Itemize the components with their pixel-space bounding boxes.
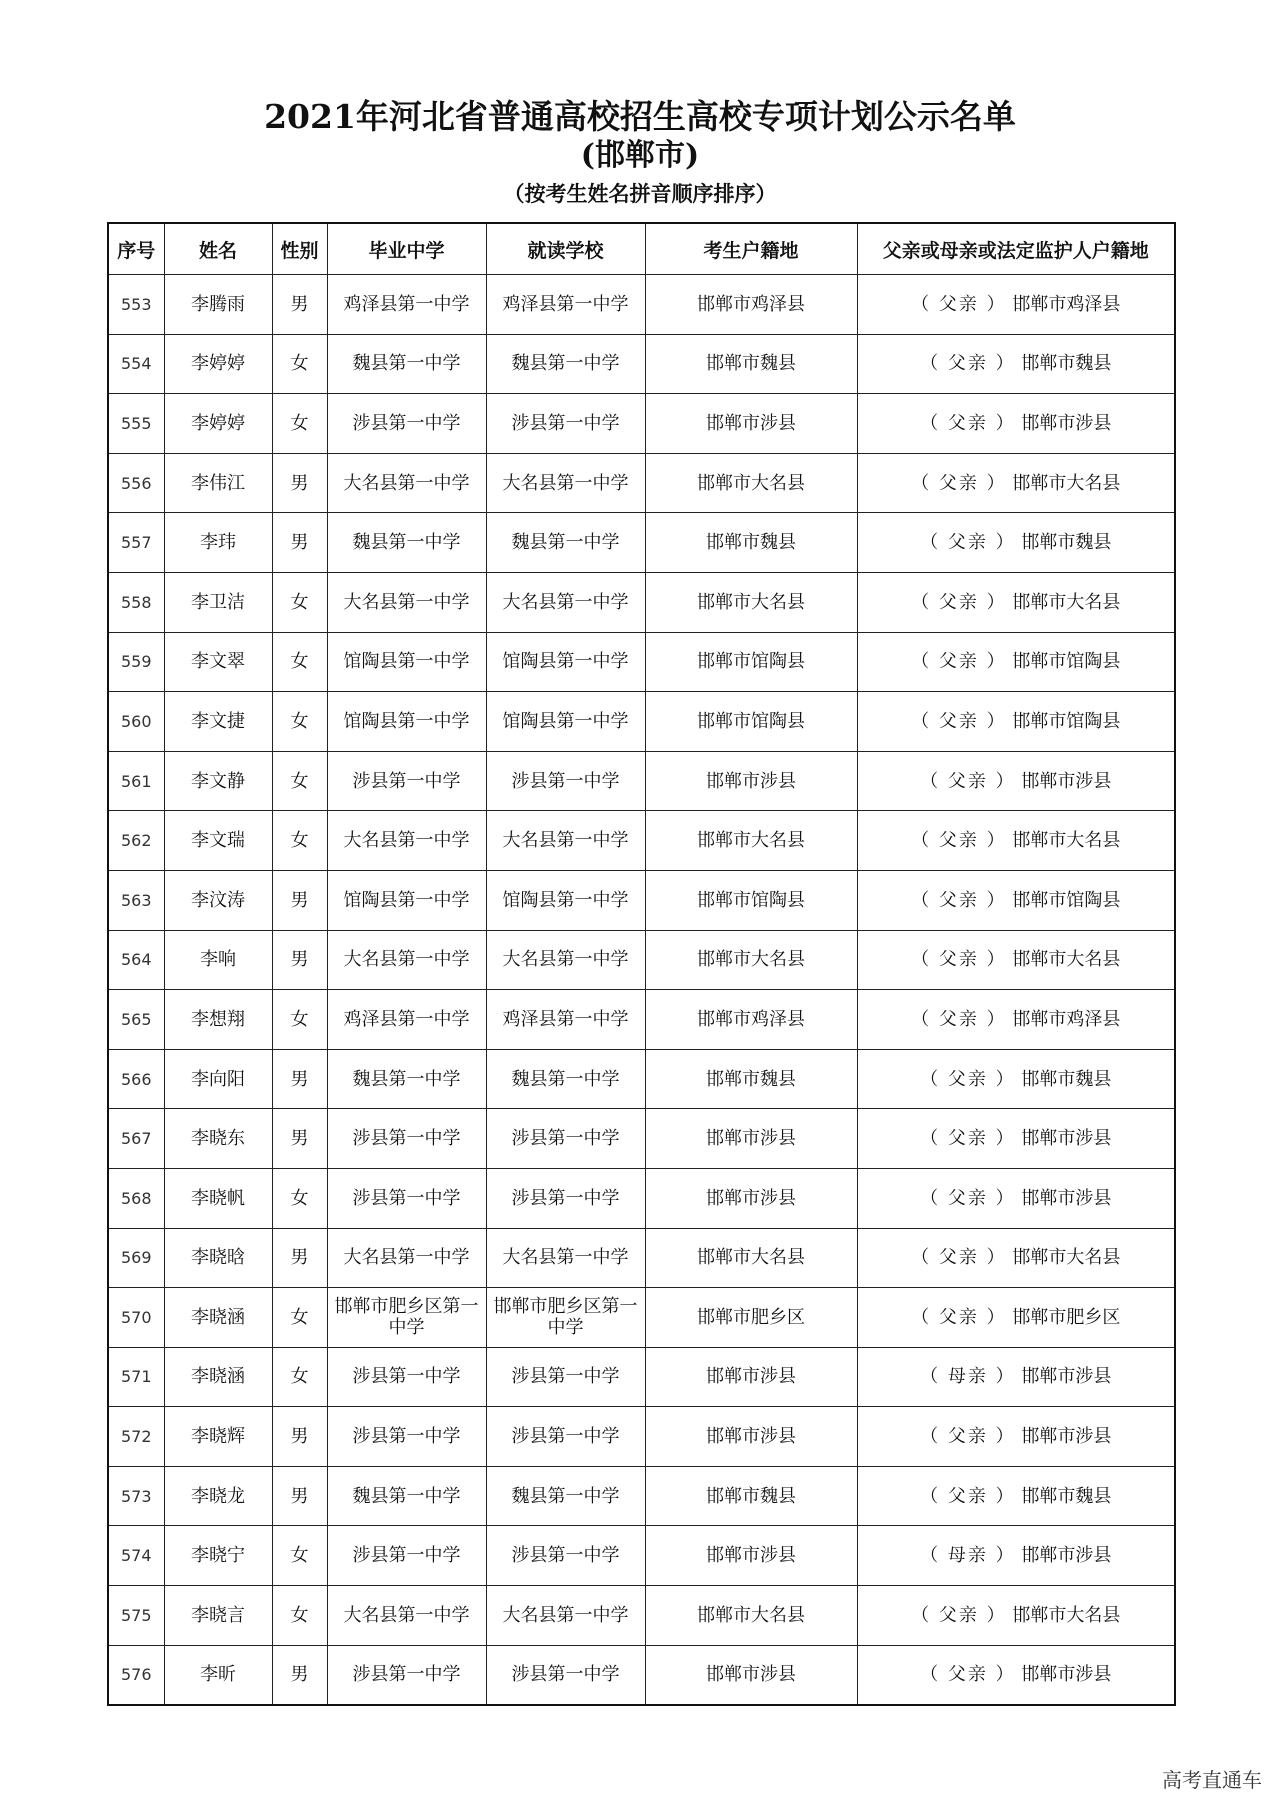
cell-gender: 男 xyxy=(272,1228,327,1288)
cell-gender: 女 xyxy=(272,990,327,1050)
parent-relation: （ 父亲 ） xyxy=(920,353,1016,375)
cell-school: 涉县第一中学 xyxy=(486,1526,645,1586)
cell-school: 鸡泽县第一中学 xyxy=(486,275,645,335)
table-row xyxy=(108,453,1175,513)
cell-school: 魏县第一中学 xyxy=(486,513,645,573)
header-hukou: 考生户籍地 xyxy=(645,223,857,275)
cell-name: 李晓涵 xyxy=(164,1347,272,1407)
cell-grad-school: 涉县第一中学 xyxy=(327,1109,486,1169)
cell-school: 涉县第一中学 xyxy=(486,1168,645,1228)
cell-no: 575 xyxy=(108,1586,164,1646)
cell-school: 鸡泽县第一中学 xyxy=(486,990,645,1050)
cell-hukou: 邯郸市涉县 xyxy=(645,751,857,811)
cell-grad-school: 涉县第一中学 xyxy=(327,1407,486,1467)
watermark: 高考直通车 xyxy=(1162,1768,1262,1792)
cell-parent-hukou xyxy=(857,334,1175,394)
cell-no: 557 xyxy=(108,513,164,573)
table-row xyxy=(108,1168,1175,1228)
parent-hukou-value: 邯郸市涉县 xyxy=(1021,1426,1112,1448)
cell-parent-hukou xyxy=(857,751,1175,811)
cell-grad-school: 大名县第一中学 xyxy=(327,930,486,990)
cell-gender: 男 xyxy=(272,870,327,930)
parent-hukou-value: 邯郸市魏县 xyxy=(1021,1068,1112,1090)
cell-name: 李晓东 xyxy=(164,1109,272,1169)
cell-grad-school: 馆陶县第一中学 xyxy=(327,632,486,692)
cell-name: 李文静 xyxy=(164,751,272,811)
cell-hukou: 邯郸市大名县 xyxy=(645,453,857,513)
cell-school: 馆陶县第一中学 xyxy=(486,870,645,930)
cell-parent-hukou xyxy=(857,1168,1175,1228)
table-row xyxy=(108,275,1175,335)
cell-name: 李卫洁 xyxy=(164,572,272,632)
cell-parent-hukou xyxy=(857,692,1175,752)
cell-no: 554 xyxy=(108,334,164,394)
cell-gender: 女 xyxy=(272,572,327,632)
cell-gender: 女 xyxy=(272,1168,327,1228)
cell-name: 李向阳 xyxy=(164,1049,272,1109)
cell-school: 魏县第一中学 xyxy=(486,1466,645,1526)
cell-no: 562 xyxy=(108,811,164,871)
cell-grad-school: 邯郸市肥乡区第一中学 xyxy=(327,1288,486,1348)
cell-parent-hukou xyxy=(857,930,1175,990)
parent-relation: （ 父亲 ） xyxy=(911,889,1007,911)
cell-hukou: 邯郸市魏县 xyxy=(645,334,857,394)
parent-hukou-value: 邯郸市馆陶县 xyxy=(1012,710,1121,732)
cell-parent-hukou xyxy=(857,1526,1175,1586)
cell-gender: 男 xyxy=(272,1645,327,1705)
parent-relation: （ 父亲 ） xyxy=(920,1426,1016,1448)
parent-relation: （ 父亲 ） xyxy=(911,830,1007,852)
cell-grad-school: 涉县第一中学 xyxy=(327,751,486,811)
cell-gender: 男 xyxy=(272,1049,327,1109)
cell-school: 邯郸市肥乡区第一中学 xyxy=(486,1288,645,1348)
cell-name: 李文捷 xyxy=(164,692,272,752)
parent-relation: （ 父亲 ） xyxy=(911,949,1007,971)
cell-no: 561 xyxy=(108,751,164,811)
cell-school: 涉县第一中学 xyxy=(486,751,645,811)
parent-relation: （ 父亲 ） xyxy=(920,532,1016,554)
cell-gender: 男 xyxy=(272,275,327,335)
cell-hukou: 邯郸市魏县 xyxy=(645,1049,857,1109)
cell-hukou: 邯郸市鸡泽县 xyxy=(645,990,857,1050)
parent-hukou-value: 邯郸市涉县 xyxy=(1021,412,1112,434)
cell-grad-school: 大名县第一中学 xyxy=(327,811,486,871)
cell-name: 李晓晗 xyxy=(164,1228,272,1288)
table-row xyxy=(108,811,1175,871)
cell-grad-school: 大名县第一中学 xyxy=(327,453,486,513)
cell-name: 李腾雨 xyxy=(164,275,272,335)
parent-hukou-value: 邯郸市涉县 xyxy=(1021,770,1112,792)
cell-hukou: 邯郸市涉县 xyxy=(645,394,857,454)
cell-school: 大名县第一中学 xyxy=(486,453,645,513)
cell-no: 558 xyxy=(108,572,164,632)
cell-name: 李汶涛 xyxy=(164,870,272,930)
parent-hukou-value: 邯郸市大名县 xyxy=(1012,1247,1121,1269)
cell-gender: 女 xyxy=(272,1288,327,1348)
cell-no: 559 xyxy=(108,632,164,692)
roster-table xyxy=(107,222,1176,1706)
cell-no: 571 xyxy=(108,1347,164,1407)
table-body xyxy=(108,275,1175,1706)
cell-grad-school: 涉县第一中学 xyxy=(327,1347,486,1407)
cell-no: 576 xyxy=(108,1645,164,1705)
table-row xyxy=(108,990,1175,1050)
cell-gender: 男 xyxy=(272,1407,327,1467)
parent-hukou-value: 邯郸市魏县 xyxy=(1021,1485,1112,1507)
cell-name: 李晓龙 xyxy=(164,1466,272,1526)
cell-no: 574 xyxy=(108,1526,164,1586)
cell-grad-school: 魏县第一中学 xyxy=(327,334,486,394)
cell-no: 566 xyxy=(108,1049,164,1109)
cell-school: 涉县第一中学 xyxy=(486,1645,645,1705)
cell-hukou: 邯郸市大名县 xyxy=(645,1228,857,1288)
cell-grad-school: 鸡泽县第一中学 xyxy=(327,990,486,1050)
cell-no: 570 xyxy=(108,1288,164,1348)
parent-hukou-value: 邯郸市肥乡区 xyxy=(1012,1306,1121,1328)
cell-grad-school: 大名县第一中学 xyxy=(327,1228,486,1288)
cell-hukou: 邯郸市大名县 xyxy=(645,811,857,871)
table-row xyxy=(108,513,1175,573)
parent-relation: （ 父亲 ） xyxy=(911,1604,1007,1626)
parent-relation: （ 父亲 ） xyxy=(911,1008,1007,1030)
cell-school: 魏县第一中学 xyxy=(486,334,645,394)
parent-relation: （ 父亲 ） xyxy=(920,1664,1016,1686)
table-row xyxy=(108,572,1175,632)
cell-hukou: 邯郸市鸡泽县 xyxy=(645,275,857,335)
cell-parent-hukou xyxy=(857,811,1175,871)
table-row xyxy=(108,1109,1175,1169)
table-row xyxy=(108,1049,1175,1109)
cell-hukou: 邯郸市大名县 xyxy=(645,572,857,632)
cell-hukou: 邯郸市涉县 xyxy=(645,1347,857,1407)
cell-grad-school: 大名县第一中学 xyxy=(327,572,486,632)
parent-relation: （ 父亲 ） xyxy=(920,1485,1016,1507)
cell-parent-hukou xyxy=(857,513,1175,573)
parent-relation: （ 父亲 ） xyxy=(911,710,1007,732)
table-row xyxy=(108,751,1175,811)
parent-hukou-value: 邯郸市大名县 xyxy=(1012,830,1121,852)
cell-school: 大名县第一中学 xyxy=(486,572,645,632)
parent-relation: （ 母亲 ） xyxy=(920,1545,1016,1567)
cell-hukou: 邯郸市涉县 xyxy=(645,1645,857,1705)
cell-hukou: 邯郸市魏县 xyxy=(645,513,857,573)
cell-hukou: 邯郸市涉县 xyxy=(645,1526,857,1586)
cell-hukou: 邯郸市馆陶县 xyxy=(645,870,857,930)
cell-grad-school: 涉县第一中学 xyxy=(327,1526,486,1586)
parent-hukou-value: 邯郸市涉县 xyxy=(1021,1366,1112,1388)
cell-hukou: 邯郸市涉县 xyxy=(645,1109,857,1169)
parent-relation: （ 父亲 ） xyxy=(920,1068,1016,1090)
cell-no: 560 xyxy=(108,692,164,752)
parent-hukou-value: 邯郸市大名县 xyxy=(1012,472,1121,494)
parent-relation: （ 父亲 ） xyxy=(911,651,1007,673)
cell-name: 李伟江 xyxy=(164,453,272,513)
cell-grad-school: 魏县第一中学 xyxy=(327,1049,486,1109)
cell-grad-school: 涉县第一中学 xyxy=(327,1168,486,1228)
cell-grad-school: 大名县第一中学 xyxy=(327,1586,486,1646)
parent-relation: （ 父亲 ） xyxy=(911,293,1007,315)
parent-hukou-value: 邯郸市魏县 xyxy=(1021,353,1112,375)
cell-parent-hukou xyxy=(857,1347,1175,1407)
cell-gender: 男 xyxy=(272,453,327,513)
cell-gender: 男 xyxy=(272,1466,327,1526)
cell-grad-school: 涉县第一中学 xyxy=(327,394,486,454)
parent-relation: （ 父亲 ） xyxy=(911,1306,1007,1328)
cell-no: 573 xyxy=(108,1466,164,1526)
document-title: 2021年河北省普通高校招生高校专项计划公示名单 xyxy=(264,97,1016,136)
table-row xyxy=(108,334,1175,394)
cell-parent-hukou xyxy=(857,1466,1175,1526)
cell-school: 大名县第一中学 xyxy=(486,1586,645,1646)
cell-hukou: 邯郸市涉县 xyxy=(645,1407,857,1467)
cell-grad-school: 魏县第一中学 xyxy=(327,513,486,573)
cell-school: 涉县第一中学 xyxy=(486,1407,645,1467)
table-row xyxy=(108,1288,1175,1348)
parent-relation: （ 父亲 ） xyxy=(911,472,1007,494)
cell-gender: 女 xyxy=(272,1347,327,1407)
table-row xyxy=(108,1407,1175,1467)
cell-name: 李婷婷 xyxy=(164,394,272,454)
cell-name: 李昕 xyxy=(164,1645,272,1705)
cell-parent-hukou xyxy=(857,1407,1175,1467)
cell-no: 572 xyxy=(108,1407,164,1467)
parent-hukou-value: 邯郸市鸡泽县 xyxy=(1012,1008,1121,1030)
cell-no: 564 xyxy=(108,930,164,990)
cell-gender: 男 xyxy=(272,1109,327,1169)
cell-hukou: 邯郸市大名县 xyxy=(645,930,857,990)
parent-hukou-value: 邯郸市涉县 xyxy=(1021,1664,1112,1686)
cell-parent-hukou xyxy=(857,1109,1175,1169)
cell-hukou: 邯郸市魏县 xyxy=(645,1466,857,1526)
cell-parent-hukou xyxy=(857,632,1175,692)
cell-parent-hukou xyxy=(857,572,1175,632)
cell-no: 568 xyxy=(108,1168,164,1228)
cell-parent-hukou xyxy=(857,1228,1175,1288)
table-row xyxy=(108,394,1175,454)
cell-hukou: 邯郸市肥乡区 xyxy=(645,1288,857,1348)
parent-relation: （ 父亲 ） xyxy=(911,591,1007,613)
cell-parent-hukou xyxy=(857,275,1175,335)
cell-gender: 女 xyxy=(272,811,327,871)
cell-gender: 女 xyxy=(272,692,327,752)
table-row xyxy=(108,692,1175,752)
table-row xyxy=(108,1347,1175,1407)
cell-parent-hukou xyxy=(857,1049,1175,1109)
parent-relation: （ 父亲 ） xyxy=(911,1247,1007,1269)
header-gender: 性别 xyxy=(272,223,327,275)
cell-gender: 女 xyxy=(272,394,327,454)
cell-name: 李晓宁 xyxy=(164,1526,272,1586)
parent-hukou-value: 邯郸市大名县 xyxy=(1012,949,1121,971)
cell-parent-hukou xyxy=(857,394,1175,454)
cell-no: 565 xyxy=(108,990,164,1050)
cell-hukou: 邯郸市馆陶县 xyxy=(645,632,857,692)
parent-hukou-value: 邯郸市大名县 xyxy=(1012,591,1121,613)
cell-name: 李文翠 xyxy=(164,632,272,692)
table-row xyxy=(108,870,1175,930)
cell-no: 567 xyxy=(108,1109,164,1169)
cell-grad-school: 馆陶县第一中学 xyxy=(327,870,486,930)
parent-relation: （ 父亲 ） xyxy=(920,770,1016,792)
cell-school: 涉县第一中学 xyxy=(486,394,645,454)
cell-school: 馆陶县第一中学 xyxy=(486,632,645,692)
cell-no: 569 xyxy=(108,1228,164,1288)
cell-grad-school: 魏县第一中学 xyxy=(327,1466,486,1526)
cell-name: 李晓言 xyxy=(164,1586,272,1646)
cell-grad-school: 馆陶县第一中学 xyxy=(327,692,486,752)
cell-school: 涉县第一中学 xyxy=(486,1109,645,1169)
cell-grad-school: 涉县第一中学 xyxy=(327,1645,486,1705)
parent-hukou-value: 邯郸市大名县 xyxy=(1012,1604,1121,1626)
table-header-row xyxy=(108,223,1175,275)
cell-grad-school: 鸡泽县第一中学 xyxy=(327,275,486,335)
parent-hukou-value: 邯郸市馆陶县 xyxy=(1012,651,1121,673)
cell-parent-hukou xyxy=(857,1645,1175,1705)
parent-hukou-value: 邯郸市馆陶县 xyxy=(1012,889,1121,911)
cell-hukou: 邯郸市馆陶县 xyxy=(645,692,857,752)
cell-name: 李响 xyxy=(164,930,272,990)
table-row xyxy=(108,1586,1175,1646)
cell-no: 555 xyxy=(108,394,164,454)
table-row xyxy=(108,1228,1175,1288)
table-row xyxy=(108,1526,1175,1586)
cell-name: 李文瑞 xyxy=(164,811,272,871)
cell-gender: 女 xyxy=(272,1586,327,1646)
parent-relation: （ 父亲 ） xyxy=(920,1128,1016,1150)
cell-gender: 男 xyxy=(272,513,327,573)
cell-school: 魏县第一中学 xyxy=(486,1049,645,1109)
parent-hukou-value: 邯郸市涉县 xyxy=(1021,1545,1112,1567)
cell-school: 馆陶县第一中学 xyxy=(486,692,645,752)
cell-name: 李想翔 xyxy=(164,990,272,1050)
sort-note: （按考生姓名拼音顺序排序） xyxy=(503,181,777,206)
cell-gender: 女 xyxy=(272,751,327,811)
cell-gender: 女 xyxy=(272,334,327,394)
cell-no: 563 xyxy=(108,870,164,930)
table-row xyxy=(108,1466,1175,1526)
table-row xyxy=(108,1645,1175,1705)
cell-gender: 女 xyxy=(272,632,327,692)
cell-no: 553 xyxy=(108,275,164,335)
cell-parent-hukou xyxy=(857,990,1175,1050)
cell-parent-hukou xyxy=(857,1288,1175,1348)
document-subtitle: (邯郸市) xyxy=(580,138,700,173)
parent-relation: （ 父亲 ） xyxy=(920,412,1016,434)
parent-relation: （ 父亲 ） xyxy=(920,1187,1016,1209)
cell-hukou: 邯郸市大名县 xyxy=(645,1586,857,1646)
cell-school: 涉县第一中学 xyxy=(486,1347,645,1407)
header-parent-hukou: 父亲或母亲或法定监护人户籍地 xyxy=(857,223,1175,275)
header-grad-school: 毕业中学 xyxy=(327,223,486,275)
cell-name: 李晓辉 xyxy=(164,1407,272,1467)
parent-hukou-value: 邯郸市魏县 xyxy=(1021,532,1112,554)
cell-name: 李晓涵 xyxy=(164,1288,272,1348)
cell-gender: 男 xyxy=(272,930,327,990)
cell-name: 李晓帆 xyxy=(164,1168,272,1228)
parent-hukou-value: 邯郸市涉县 xyxy=(1021,1187,1112,1209)
parent-hukou-value: 邯郸市鸡泽县 xyxy=(1012,293,1121,315)
cell-no: 556 xyxy=(108,453,164,513)
cell-parent-hukou xyxy=(857,453,1175,513)
cell-school: 大名县第一中学 xyxy=(486,930,645,990)
cell-name: 李玮 xyxy=(164,513,272,573)
header-no: 序号 xyxy=(108,223,164,275)
parent-hukou-value: 邯郸市涉县 xyxy=(1021,1128,1112,1150)
cell-parent-hukou xyxy=(857,1586,1175,1646)
header-name: 姓名 xyxy=(164,223,272,275)
cell-school: 大名县第一中学 xyxy=(486,811,645,871)
cell-name: 李婷婷 xyxy=(164,334,272,394)
table-row xyxy=(108,632,1175,692)
cell-gender: 女 xyxy=(272,1526,327,1586)
parent-relation: （ 母亲 ） xyxy=(920,1366,1016,1388)
cell-school: 大名县第一中学 xyxy=(486,1228,645,1288)
table-row xyxy=(108,930,1175,990)
cell-hukou: 邯郸市涉县 xyxy=(645,1168,857,1228)
header-school: 就读学校 xyxy=(486,223,645,275)
cell-parent-hukou xyxy=(857,870,1175,930)
